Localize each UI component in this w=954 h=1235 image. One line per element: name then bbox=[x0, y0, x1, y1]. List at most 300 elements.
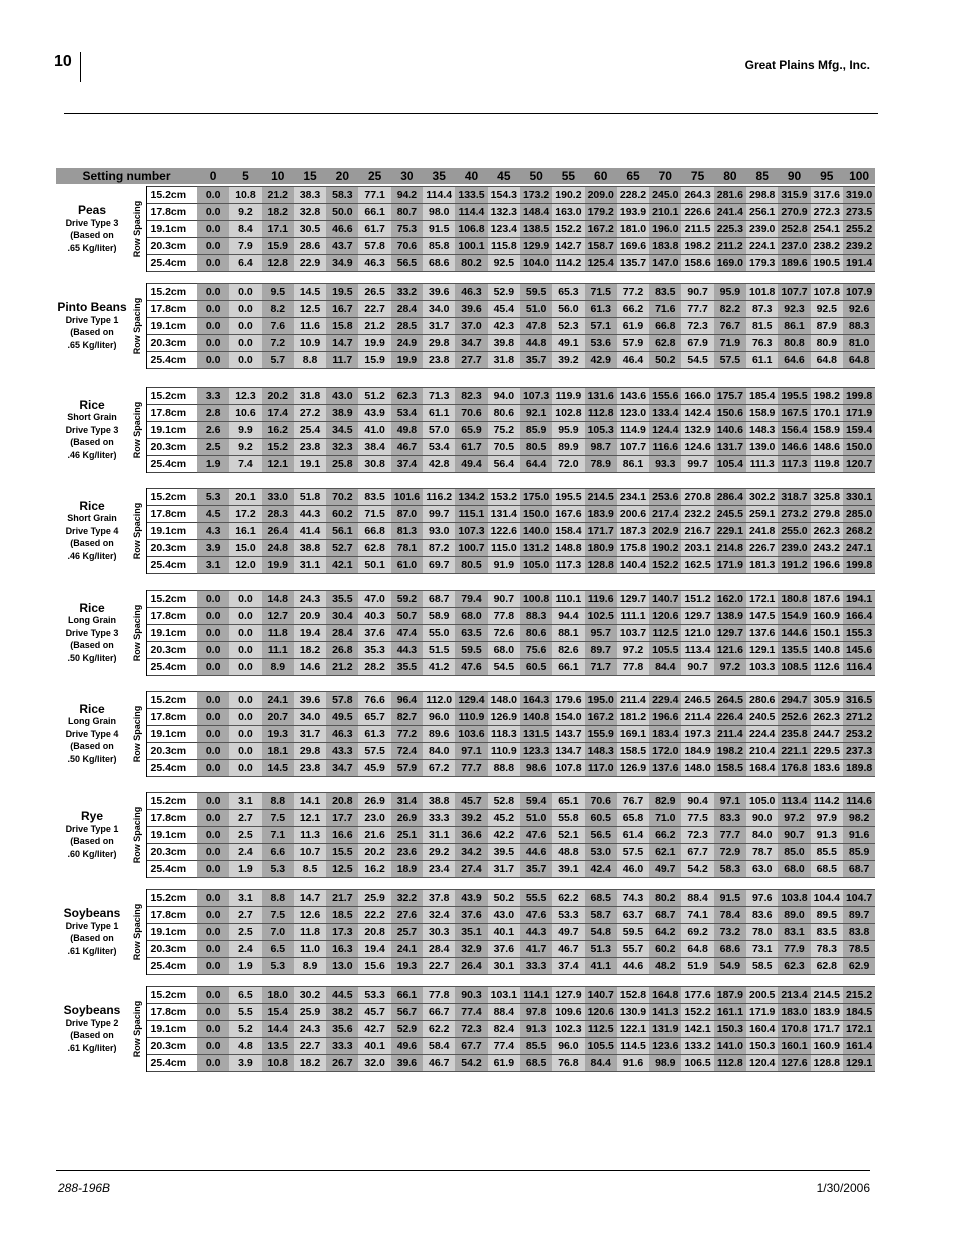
table-row bbox=[56, 456, 875, 473]
crop-table bbox=[56, 488, 875, 574]
crop-detail: .46 Kg/liter) bbox=[67, 550, 117, 561]
crop-label bbox=[56, 987, 128, 1072]
rate-cell: 119.8 bbox=[811, 456, 843, 473]
rate-cell: 148.4 bbox=[520, 204, 552, 221]
rate-cell: 100.1 bbox=[455, 238, 487, 255]
rate-cell: 272.3 bbox=[811, 204, 843, 221]
rate-cell: 47.6 bbox=[520, 907, 552, 924]
rate-cell: 62.8 bbox=[358, 540, 390, 557]
crop-name: Rice bbox=[79, 498, 105, 513]
rate-cell: 122.1 bbox=[617, 1021, 649, 1038]
rate-cell: 68.0 bbox=[488, 642, 520, 659]
rate-cell: 49.5 bbox=[326, 709, 358, 726]
rate-cell: 209.0 bbox=[585, 187, 617, 204]
rate-cell: 214.5 bbox=[585, 489, 617, 506]
rate-cell: 51.0 bbox=[520, 810, 552, 827]
rate-cell: 235.8 bbox=[778, 726, 810, 743]
rate-cell: 181.2 bbox=[617, 709, 649, 726]
crop-detail: Drive Type 3 bbox=[65, 217, 119, 228]
rate-cell: 46.7 bbox=[552, 941, 584, 958]
rate-cell: 76.3 bbox=[746, 335, 778, 352]
crop-table bbox=[56, 387, 875, 473]
rate-cell: 104.4 bbox=[811, 890, 843, 907]
rate-cell: 58.3 bbox=[714, 861, 746, 878]
rate-cell: 140.7 bbox=[585, 987, 617, 1004]
rate-cell: 120.6 bbox=[585, 1004, 617, 1021]
rate-cell: 181.0 bbox=[617, 221, 649, 238]
rate-cell: 43.7 bbox=[326, 238, 358, 255]
row-spacing-value: 20.3cm bbox=[146, 941, 197, 958]
rate-cell: 95.7 bbox=[585, 625, 617, 642]
rate-cell: 179.6 bbox=[552, 692, 584, 709]
crop-label bbox=[56, 187, 128, 272]
rate-cell: 18.5 bbox=[326, 907, 358, 924]
rate-cell: 172.1 bbox=[843, 1021, 875, 1038]
rate-cell: 7.0 bbox=[262, 924, 294, 941]
rate-cell: 105.4 bbox=[714, 456, 746, 473]
rate-cell: 72.3 bbox=[455, 1021, 487, 1038]
rate-cell: 148.0 bbox=[488, 692, 520, 709]
rate-cell: 114.2 bbox=[811, 793, 843, 810]
rate-cell: 138.9 bbox=[714, 608, 746, 625]
rate-cell: 270.9 bbox=[778, 204, 810, 221]
rate-cell: 183.4 bbox=[649, 726, 681, 743]
rate-cell: 54.9 bbox=[714, 958, 746, 975]
rate-cell: 67.9 bbox=[681, 335, 713, 352]
rate-cell: 148.6 bbox=[811, 439, 843, 456]
rate-cell: 71.5 bbox=[585, 284, 617, 301]
rate-cell: 129.7 bbox=[714, 625, 746, 642]
rate-cell: 214.8 bbox=[714, 540, 746, 557]
rate-cell: 119.9 bbox=[552, 388, 584, 405]
rate-cell: 20.2 bbox=[358, 844, 390, 861]
rate-cell: 203.1 bbox=[681, 540, 713, 557]
rate-cell: 166.0 bbox=[681, 388, 713, 405]
rate-cell: 130.9 bbox=[617, 1004, 649, 1021]
rate-cell: 5.5 bbox=[229, 1004, 261, 1021]
rate-cell: 148.3 bbox=[585, 743, 617, 760]
rate-cell: 195.0 bbox=[585, 692, 617, 709]
rate-cell: 88.4 bbox=[488, 1004, 520, 1021]
table-row bbox=[56, 924, 875, 941]
rate-cell: 39.2 bbox=[455, 810, 487, 827]
rate-cell: 8.8 bbox=[262, 890, 294, 907]
crop-detail: (Based on bbox=[70, 327, 114, 337]
rate-cell: 152.2 bbox=[649, 557, 681, 574]
rate-cell: 140.6 bbox=[714, 422, 746, 439]
rate-cell: 171.7 bbox=[811, 1021, 843, 1038]
rate-cell: 17.2 bbox=[229, 506, 261, 523]
rate-cell: 129.7 bbox=[681, 608, 713, 625]
rate-cell: 105.5 bbox=[649, 642, 681, 659]
table-row bbox=[56, 760, 875, 777]
row-spacing-value: 15.2cm bbox=[146, 987, 197, 1004]
rate-cell: 121.0 bbox=[681, 625, 713, 642]
rate-cell: 85.5 bbox=[811, 844, 843, 861]
rate-cell: 26.7 bbox=[326, 1055, 358, 1072]
rate-cell: 11.0 bbox=[294, 941, 326, 958]
rate-cell: 196.0 bbox=[649, 221, 681, 238]
rate-cell: 179.2 bbox=[585, 204, 617, 221]
rate-cell: 39.2 bbox=[552, 352, 584, 369]
rate-cell: 83.5 bbox=[649, 284, 681, 301]
rate-cell: 20.8 bbox=[326, 793, 358, 810]
row-spacing-value: 17.8cm bbox=[146, 608, 197, 625]
rate-cell: 241.8 bbox=[746, 523, 778, 540]
rate-cell: 51.0 bbox=[520, 301, 552, 318]
table-row bbox=[56, 861, 875, 878]
rate-cell: 12.1 bbox=[262, 456, 294, 473]
rate-cell: 167.6 bbox=[552, 506, 584, 523]
rate-cell: 44.5 bbox=[326, 987, 358, 1004]
table-row bbox=[56, 827, 875, 844]
rate-cell: 0.0 bbox=[229, 760, 261, 777]
rate-cell: 42.1 bbox=[326, 557, 358, 574]
table-row bbox=[56, 692, 875, 709]
rate-cell: 239.2 bbox=[843, 238, 875, 255]
row-spacing-value: 15.2cm bbox=[146, 591, 197, 608]
rate-cell: 74.1 bbox=[681, 907, 713, 924]
table-row bbox=[56, 318, 875, 335]
rate-cell: 143.6 bbox=[617, 388, 649, 405]
rate-cell: 65.9 bbox=[455, 422, 487, 439]
rate-cell: 11.6 bbox=[294, 318, 326, 335]
rate-cell: 256.1 bbox=[746, 204, 778, 221]
rate-cell: 214.5 bbox=[811, 987, 843, 1004]
rate-cell: 34.7 bbox=[455, 335, 487, 352]
rate-cell: 198.2 bbox=[681, 238, 713, 255]
row-spacing-label bbox=[128, 987, 146, 1072]
rate-cell: 77.8 bbox=[488, 608, 520, 625]
rate-cell: 60.2 bbox=[649, 941, 681, 958]
rate-cell: 70.6 bbox=[391, 238, 423, 255]
crop-table bbox=[56, 186, 875, 272]
rate-cell: 0.0 bbox=[197, 726, 229, 743]
rate-cell: 0.0 bbox=[197, 318, 229, 335]
rate-cell: 58.7 bbox=[585, 907, 617, 924]
rate-cell: 92.5 bbox=[811, 301, 843, 318]
rate-cell: 15.9 bbox=[262, 238, 294, 255]
rate-cell: 8.2 bbox=[262, 301, 294, 318]
row-spacing-value: 17.8cm bbox=[146, 506, 197, 523]
rate-cell: 142.4 bbox=[681, 405, 713, 422]
row-spacing-value: 25.4cm bbox=[146, 557, 197, 574]
crop-detail: (Based on bbox=[70, 640, 114, 651]
rate-cell: 197.3 bbox=[681, 726, 713, 743]
rate-cell: 10.8 bbox=[229, 187, 261, 204]
rate-cell: 123.4 bbox=[488, 221, 520, 238]
rate-cell: 30.5 bbox=[294, 221, 326, 238]
rate-cell: 84.0 bbox=[746, 827, 778, 844]
rate-cell: 107.8 bbox=[552, 760, 584, 777]
rate-cell: 112.8 bbox=[585, 405, 617, 422]
rate-cell: 94.0 bbox=[488, 388, 520, 405]
rate-cell: 99.7 bbox=[681, 456, 713, 473]
rate-cell: 83.6 bbox=[746, 907, 778, 924]
rate-cell: 22.2 bbox=[358, 907, 390, 924]
rate-cell: 183.9 bbox=[811, 1004, 843, 1021]
rate-cell: 116.4 bbox=[843, 659, 875, 676]
rate-cell: 120.6 bbox=[649, 608, 681, 625]
rate-cell: 51.3 bbox=[585, 941, 617, 958]
rate-cell: 158.4 bbox=[552, 523, 584, 540]
row-spacing-value: 19.1cm bbox=[146, 726, 197, 743]
rate-cell: 107.3 bbox=[455, 523, 487, 540]
rate-cell: 105.0 bbox=[746, 793, 778, 810]
rate-cell: 80.9 bbox=[811, 335, 843, 352]
rate-cell: 17.4 bbox=[262, 405, 294, 422]
rate-cell: 83.5 bbox=[811, 924, 843, 941]
rate-cell: 84.4 bbox=[649, 659, 681, 676]
rate-cell: 16.7 bbox=[326, 301, 358, 318]
crop-detail: (Based on bbox=[70, 933, 114, 943]
rate-cell: 78.3 bbox=[811, 941, 843, 958]
rate-cell: 0.0 bbox=[229, 318, 261, 335]
rate-cell: 97.6 bbox=[746, 890, 778, 907]
rate-cell: 150.0 bbox=[520, 506, 552, 523]
setting-header-cell: 25 bbox=[358, 168, 390, 184]
rate-cell: 20.2 bbox=[262, 388, 294, 405]
rate-cell: 14.7 bbox=[294, 890, 326, 907]
rate-cell: 253.2 bbox=[843, 726, 875, 743]
rate-cell: 198.2 bbox=[811, 388, 843, 405]
rate-cell: 109.6 bbox=[552, 1004, 584, 1021]
row-spacing-value: 25.4cm bbox=[146, 456, 197, 473]
rate-cell: 47.6 bbox=[455, 659, 487, 676]
rate-cell: 2.4 bbox=[229, 844, 261, 861]
rate-cell: 15.0 bbox=[229, 540, 261, 557]
rate-cell: 0.0 bbox=[229, 726, 261, 743]
rate-cell: 15.4 bbox=[262, 1004, 294, 1021]
rate-cell: 170.8 bbox=[778, 1021, 810, 1038]
row-spacing-value: 19.1cm bbox=[146, 318, 197, 335]
rate-cell: 110.9 bbox=[455, 709, 487, 726]
row-spacing-value: 15.2cm bbox=[146, 793, 197, 810]
rate-cell: 5.2 bbox=[229, 1021, 261, 1038]
rate-cell: 252.8 bbox=[778, 221, 810, 238]
rate-cell: 70.6 bbox=[585, 793, 617, 810]
rate-cell: 102.3 bbox=[552, 1021, 584, 1038]
rate-cell: 271.2 bbox=[843, 709, 875, 726]
rate-cell: 117.3 bbox=[778, 456, 810, 473]
rate-cell: 32.4 bbox=[423, 907, 455, 924]
rate-cell: 0.0 bbox=[197, 221, 229, 238]
rate-cell: 132.3 bbox=[488, 204, 520, 221]
rate-cell: 198.2 bbox=[714, 743, 746, 760]
table-row bbox=[56, 1004, 875, 1021]
table-row bbox=[56, 187, 875, 204]
rate-cell: 42.9 bbox=[585, 352, 617, 369]
rate-cell: 101.6 bbox=[391, 489, 423, 506]
rate-cell: 19.5 bbox=[326, 284, 358, 301]
rate-cell: 51.8 bbox=[294, 489, 326, 506]
rate-cell: 31.4 bbox=[391, 793, 423, 810]
rate-cell: 60.5 bbox=[520, 659, 552, 676]
rate-cell: 146.6 bbox=[778, 439, 810, 456]
rate-cell: 68.5 bbox=[520, 1055, 552, 1072]
rate-cell: 49.8 bbox=[391, 422, 423, 439]
rate-cell: 78.4 bbox=[714, 907, 746, 924]
rate-cell: 87.0 bbox=[391, 506, 423, 523]
rate-cell: 239.0 bbox=[746, 221, 778, 238]
rate-cell: 57.8 bbox=[326, 692, 358, 709]
rate-cell: 35.3 bbox=[358, 642, 390, 659]
rate-cell: 37.0 bbox=[455, 318, 487, 335]
crop-table bbox=[56, 889, 875, 975]
rate-cell: 8.8 bbox=[262, 793, 294, 810]
setting-number-header bbox=[56, 168, 875, 184]
row-spacing-value: 17.8cm bbox=[146, 405, 197, 422]
rate-cell: 89.0 bbox=[778, 907, 810, 924]
table-row bbox=[56, 489, 875, 506]
rate-cell: 17.7 bbox=[326, 810, 358, 827]
rate-cell: 72.3 bbox=[681, 827, 713, 844]
rate-cell: 103.7 bbox=[617, 625, 649, 642]
row-spacing-label bbox=[128, 890, 146, 975]
rate-cell: 85.5 bbox=[520, 1038, 552, 1055]
rate-cell: 302.2 bbox=[746, 489, 778, 506]
row-spacing-value: 19.1cm bbox=[146, 221, 197, 238]
table-row bbox=[56, 540, 875, 557]
rate-cell: 106.5 bbox=[681, 1055, 713, 1072]
rate-cell: 91.3 bbox=[520, 1021, 552, 1038]
rate-cell: 113.4 bbox=[778, 793, 810, 810]
rate-cell: 26.4 bbox=[455, 958, 487, 975]
rate-cell: 56.1 bbox=[326, 523, 358, 540]
rate-cell: 87.2 bbox=[423, 540, 455, 557]
rate-cell: 85.0 bbox=[778, 844, 810, 861]
rate-cell: 124.6 bbox=[681, 439, 713, 456]
rate-cell: 50.0 bbox=[326, 204, 358, 221]
rate-cell: 0.0 bbox=[197, 810, 229, 827]
crop-detail: .46 Kg/liter) bbox=[67, 449, 117, 460]
rate-cell: 255.2 bbox=[843, 221, 875, 238]
rate-cell: 225.3 bbox=[714, 221, 746, 238]
rate-cell: 139.0 bbox=[746, 439, 778, 456]
rate-cell: 91.3 bbox=[811, 827, 843, 844]
rate-cell: 59.4 bbox=[520, 793, 552, 810]
rate-cell: 77.2 bbox=[617, 284, 649, 301]
rate-cell: 34.5 bbox=[326, 422, 358, 439]
rate-cell: 133.5 bbox=[455, 187, 487, 204]
rate-cell: 51.2 bbox=[358, 388, 390, 405]
rate-cell: 64.2 bbox=[649, 924, 681, 941]
rate-cell: 75.3 bbox=[391, 221, 423, 238]
row-spacing-value: 17.8cm bbox=[146, 301, 197, 318]
rate-cell: 129.7 bbox=[617, 591, 649, 608]
rate-cell: 137.6 bbox=[746, 625, 778, 642]
rate-cell: 211.5 bbox=[681, 221, 713, 238]
crop-table bbox=[56, 590, 875, 676]
rate-cell: 24.8 bbox=[262, 540, 294, 557]
rate-cell: 123.0 bbox=[617, 405, 649, 422]
rate-cell: 325.8 bbox=[811, 489, 843, 506]
rate-cell: 14.1 bbox=[294, 793, 326, 810]
rate-cell: 24.1 bbox=[391, 941, 423, 958]
crop-table bbox=[56, 691, 875, 777]
rate-cell: 10.6 bbox=[229, 405, 261, 422]
rate-cell: 14.8 bbox=[262, 591, 294, 608]
crop-table bbox=[56, 986, 875, 1072]
rate-cell: 44.3 bbox=[520, 924, 552, 941]
rate-cell: 189.6 bbox=[778, 255, 810, 272]
rate-cell: 43.3 bbox=[326, 743, 358, 760]
row-spacing-text: Row Spacing bbox=[131, 297, 142, 355]
rate-cell: 142.1 bbox=[681, 1021, 713, 1038]
crop-detail: Drive Type 4 bbox=[65, 728, 119, 739]
crop-detail: Drive Type 4 bbox=[65, 525, 119, 536]
rate-cell: 80.6 bbox=[488, 405, 520, 422]
rate-cell: 39.6 bbox=[455, 301, 487, 318]
rate-cell: 114.9 bbox=[617, 422, 649, 439]
rate-cell: 53.6 bbox=[585, 335, 617, 352]
crop-label bbox=[56, 284, 128, 369]
rate-cell: 56.5 bbox=[585, 827, 617, 844]
rate-cell: 98.7 bbox=[585, 439, 617, 456]
rate-cell: 110.1 bbox=[552, 591, 584, 608]
rate-cell: 31.7 bbox=[294, 726, 326, 743]
rate-cell: 43.0 bbox=[488, 907, 520, 924]
rate-cell: 141.0 bbox=[714, 1038, 746, 1055]
rate-cell: 211.4 bbox=[681, 709, 713, 726]
rate-cell: 150.3 bbox=[714, 1021, 746, 1038]
rate-cell: 158.9 bbox=[746, 405, 778, 422]
rate-cell: 43.0 bbox=[326, 388, 358, 405]
rate-cell: 106.8 bbox=[455, 221, 487, 238]
rate-cell: 44.3 bbox=[294, 506, 326, 523]
crop-detail: (Based on bbox=[70, 538, 114, 549]
rate-cell: 72.4 bbox=[391, 743, 423, 760]
rate-cell: 0.0 bbox=[229, 591, 261, 608]
rate-cell: 211.4 bbox=[714, 726, 746, 743]
rate-cell: 6.5 bbox=[229, 987, 261, 1004]
rate-cell: 133.2 bbox=[681, 1038, 713, 1055]
rate-cell: 3.3 bbox=[197, 388, 229, 405]
rate-cell: 70.6 bbox=[455, 405, 487, 422]
rate-cell: 0.0 bbox=[197, 284, 229, 301]
rate-cell: 68.0 bbox=[455, 608, 487, 625]
rate-cell: 273.5 bbox=[843, 204, 875, 221]
rate-cell: 14.5 bbox=[262, 760, 294, 777]
rate-cell: 80.5 bbox=[455, 557, 487, 574]
rate-cell: 30.4 bbox=[326, 608, 358, 625]
rate-cell: 80.5 bbox=[520, 439, 552, 456]
rate-cell: 44.6 bbox=[617, 958, 649, 975]
rate-cell: 213.4 bbox=[778, 987, 810, 1004]
rate-cell: 196.6 bbox=[811, 557, 843, 574]
rate-cell: 92.1 bbox=[520, 405, 552, 422]
crop-detail: Short Grain bbox=[67, 513, 117, 524]
rate-cell: 37.6 bbox=[488, 941, 520, 958]
row-spacing-value: 15.2cm bbox=[146, 388, 197, 405]
rate-cell: 199.8 bbox=[843, 557, 875, 574]
rate-cell: 33.0 bbox=[262, 489, 294, 506]
row-spacing-value: 25.4cm bbox=[146, 861, 197, 878]
rate-cell: 90.3 bbox=[455, 987, 487, 1004]
rate-cell: 52.3 bbox=[552, 318, 584, 335]
rate-cell: 61.1 bbox=[423, 405, 455, 422]
rate-cell: 41.2 bbox=[423, 659, 455, 676]
rate-cell: 100.8 bbox=[520, 591, 552, 608]
rate-cell: 161.4 bbox=[843, 1038, 875, 1055]
rate-cell: 232.2 bbox=[681, 506, 713, 523]
row-spacing-value: 19.1cm bbox=[146, 1021, 197, 1038]
table-row bbox=[56, 941, 875, 958]
rate-cell: 37.4 bbox=[552, 958, 584, 975]
rate-cell: 144.6 bbox=[778, 625, 810, 642]
rate-cell: 35.1 bbox=[455, 924, 487, 941]
rate-cell: 61.1 bbox=[746, 352, 778, 369]
